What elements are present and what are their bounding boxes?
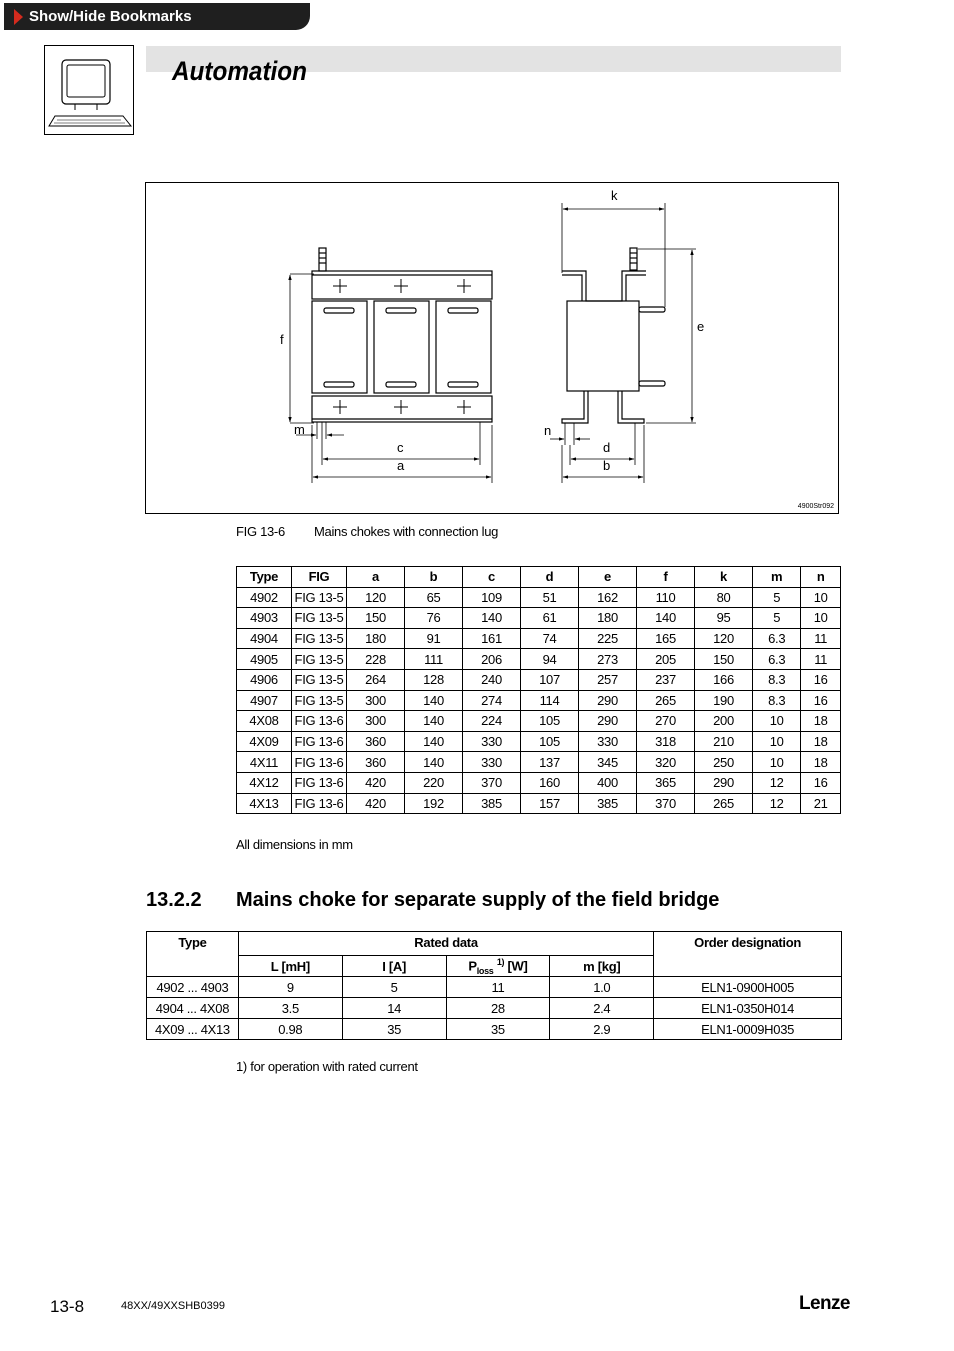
table-cell: ELN1-0350H014 bbox=[654, 998, 842, 1019]
table-cell: FIG 13-6 bbox=[292, 731, 347, 752]
table-cell: 1.0 bbox=[550, 977, 654, 998]
table-cell: 290 bbox=[579, 690, 637, 711]
table-cell: 14 bbox=[342, 998, 446, 1019]
table-cell: 166 bbox=[695, 669, 753, 690]
col-header-n: n bbox=[801, 567, 841, 588]
table-row bbox=[147, 998, 842, 1019]
section-number: 13.2.2 bbox=[146, 889, 202, 911]
table-cell: ELN1-0900H005 bbox=[654, 977, 842, 998]
table-cell: 265 bbox=[637, 690, 695, 711]
col-header-d: d bbox=[521, 567, 579, 588]
dim-label-n: n bbox=[544, 423, 552, 438]
table-cell: 370 bbox=[463, 772, 521, 793]
table-cell: 420 bbox=[347, 793, 405, 814]
show-hide-bookmarks-button[interactable] bbox=[4, 3, 310, 30]
table-cell: 91 bbox=[405, 628, 463, 649]
choke-dimension-drawing bbox=[145, 182, 839, 514]
table-cell: 10 bbox=[753, 711, 801, 732]
table-cell: 74 bbox=[521, 628, 579, 649]
col-header-order-designation: Order designation bbox=[654, 932, 842, 977]
table-cell: 10 bbox=[753, 731, 801, 752]
dim-label-c: c bbox=[397, 440, 404, 455]
col-header-type: Type bbox=[237, 567, 292, 588]
table-cell: 157 bbox=[521, 793, 579, 814]
table-cell: 300 bbox=[347, 690, 405, 711]
table-cell: FIG 13-6 bbox=[292, 793, 347, 814]
col-header-m: m bbox=[753, 567, 801, 588]
table-cell: FIG 13-5 bbox=[292, 587, 347, 608]
table-cell: FIG 13-5 bbox=[292, 628, 347, 649]
table-cell: 76 bbox=[405, 608, 463, 629]
table-cell: 4903 bbox=[237, 608, 292, 629]
col-header-current: I [A] bbox=[342, 956, 446, 977]
table-cell: 8.3 bbox=[753, 669, 801, 690]
table-cell: 161 bbox=[463, 628, 521, 649]
table-cell: 6.3 bbox=[753, 649, 801, 670]
col-header-e: e bbox=[579, 567, 637, 588]
front-view bbox=[312, 248, 492, 422]
table-cell: 4907 bbox=[237, 690, 292, 711]
table-cell: 109 bbox=[463, 587, 521, 608]
table-row bbox=[237, 793, 841, 814]
table-cell: 12 bbox=[753, 772, 801, 793]
table-cell: 10 bbox=[753, 752, 801, 773]
figure-caption-text: Mains chokes with connection lug bbox=[314, 524, 499, 539]
table-cell: 257 bbox=[579, 669, 637, 690]
rated-header-row-1 bbox=[147, 932, 842, 956]
table-cell: 120 bbox=[347, 587, 405, 608]
table-cell: 228 bbox=[347, 649, 405, 670]
rated-footnote: 1) for operation with rated current bbox=[236, 1059, 418, 1074]
table-cell: 140 bbox=[637, 608, 695, 629]
table-cell: 4905 bbox=[237, 649, 292, 670]
table-cell: 111 bbox=[405, 649, 463, 670]
table-cell: 165 bbox=[637, 628, 695, 649]
col-header-fig: FIG bbox=[292, 567, 347, 588]
table-cell: 365 bbox=[637, 772, 695, 793]
col-header-power-loss bbox=[446, 956, 550, 977]
table-cell: 16 bbox=[801, 690, 841, 711]
table-cell: 265 bbox=[695, 793, 753, 814]
play-arrow-icon bbox=[14, 9, 23, 25]
table-cell: 28 bbox=[446, 998, 550, 1019]
table-cell: 105 bbox=[521, 711, 579, 732]
dim-label-m: m bbox=[294, 422, 305, 437]
table-cell: 290 bbox=[579, 711, 637, 732]
document-id: 48XX/49XXSHB0399 bbox=[121, 1300, 225, 1312]
dimensions-note: All dimensions in mm bbox=[236, 837, 353, 852]
table-cell: 140 bbox=[405, 752, 463, 773]
col-header-inductance: L [mH] bbox=[238, 956, 342, 977]
table-cell: 114 bbox=[521, 690, 579, 711]
table-cell: 210 bbox=[695, 731, 753, 752]
table-cell: 140 bbox=[405, 690, 463, 711]
table-cell: 110 bbox=[637, 587, 695, 608]
table-cell: 385 bbox=[463, 793, 521, 814]
table-cell: 180 bbox=[579, 608, 637, 629]
lenze-logo: Lenze bbox=[799, 1293, 850, 1314]
table-row bbox=[237, 752, 841, 773]
table-cell: 4906 bbox=[237, 669, 292, 690]
table-cell: 270 bbox=[637, 711, 695, 732]
table-cell: FIG 13-5 bbox=[292, 608, 347, 629]
table-row bbox=[147, 1019, 842, 1040]
table-cell: 16 bbox=[801, 669, 841, 690]
table-cell: 150 bbox=[695, 649, 753, 670]
table-row bbox=[237, 669, 841, 690]
table-cell: 4X11 bbox=[237, 752, 292, 773]
choke-drawing-svg bbox=[146, 183, 838, 513]
table-cell: 140 bbox=[405, 731, 463, 752]
table-cell: 80 bbox=[695, 587, 753, 608]
table-cell: 206 bbox=[463, 649, 521, 670]
table-cell: 11 bbox=[801, 628, 841, 649]
table-cell: 420 bbox=[347, 772, 405, 793]
table-cell: 4X13 bbox=[237, 793, 292, 814]
col-header-k: k bbox=[695, 567, 753, 588]
table-cell: 140 bbox=[405, 711, 463, 732]
table-cell: FIG 13-6 bbox=[292, 752, 347, 773]
table-cell: 318 bbox=[637, 731, 695, 752]
table-cell: 190 bbox=[695, 690, 753, 711]
table-cell: 120 bbox=[695, 628, 753, 649]
dim-label-b: b bbox=[603, 458, 611, 473]
dimensions-header-row bbox=[237, 567, 841, 588]
table-cell: 220 bbox=[405, 772, 463, 793]
table-cell: 300 bbox=[347, 711, 405, 732]
table-cell: 4902 ... 4903 bbox=[147, 977, 239, 998]
table-cell: 345 bbox=[579, 752, 637, 773]
page-number: 13-8 bbox=[50, 1297, 85, 1316]
table-cell: FIG 13-6 bbox=[292, 772, 347, 793]
table-cell: 6.3 bbox=[753, 628, 801, 649]
table-cell: 290 bbox=[695, 772, 753, 793]
table-cell: 3.5 bbox=[238, 998, 342, 1019]
table-cell: 4904 ... 4X08 bbox=[147, 998, 239, 1019]
table-cell: 128 bbox=[405, 669, 463, 690]
dimensions-table bbox=[236, 566, 841, 814]
table-cell: 385 bbox=[579, 793, 637, 814]
table-cell: 5 bbox=[753, 587, 801, 608]
table-cell: 107 bbox=[521, 669, 579, 690]
figure-caption-id: FIG 13-6 bbox=[236, 524, 285, 539]
section-title: Mains choke for separate supply of the field bridge bbox=[236, 889, 720, 911]
table-cell: 237 bbox=[637, 669, 695, 690]
table-cell: 250 bbox=[695, 752, 753, 773]
table-cell: 225 bbox=[579, 628, 637, 649]
table-row bbox=[237, 690, 841, 711]
table-cell: 16 bbox=[801, 772, 841, 793]
table-cell: 370 bbox=[637, 793, 695, 814]
table-cell: 5 bbox=[342, 977, 446, 998]
table-cell: 4X12 bbox=[237, 772, 292, 793]
table-cell: 12 bbox=[753, 793, 801, 814]
col-header-rated-data: Rated data bbox=[238, 932, 653, 956]
table-cell: 4X09 ... 4X13 bbox=[147, 1019, 239, 1040]
table-cell: 11 bbox=[446, 977, 550, 998]
table-cell: 2.4 bbox=[550, 998, 654, 1019]
col-header-f: f bbox=[637, 567, 695, 588]
computer-monitor-icon bbox=[45, 46, 133, 134]
table-cell: 140 bbox=[463, 608, 521, 629]
table-cell: 18 bbox=[801, 711, 841, 732]
table-cell: 205 bbox=[637, 649, 695, 670]
table-row bbox=[147, 977, 842, 998]
table-cell: 2.9 bbox=[550, 1019, 654, 1040]
table-cell: FIG 13-5 bbox=[292, 669, 347, 690]
table-cell: 51 bbox=[521, 587, 579, 608]
table-cell: 4X08 bbox=[237, 711, 292, 732]
table-cell: 137 bbox=[521, 752, 579, 773]
table-cell: 5 bbox=[753, 608, 801, 629]
table-cell: 61 bbox=[521, 608, 579, 629]
table-cell: 35 bbox=[446, 1019, 550, 1040]
ploss-unit: [W] bbox=[504, 957, 528, 973]
table-cell: 18 bbox=[801, 752, 841, 773]
dim-label-f: f bbox=[280, 332, 284, 347]
front-view-dimensions bbox=[290, 274, 492, 483]
col-header-b: b bbox=[405, 567, 463, 588]
table-cell: 192 bbox=[405, 793, 463, 814]
dim-label-k: k bbox=[611, 188, 618, 203]
table-cell: 4902 bbox=[237, 587, 292, 608]
side-view bbox=[562, 248, 665, 423]
table-cell: 18 bbox=[801, 731, 841, 752]
table-cell: 95 bbox=[695, 608, 753, 629]
table-row bbox=[237, 649, 841, 670]
table-cell: 150 bbox=[347, 608, 405, 629]
table-row bbox=[237, 587, 841, 608]
table-cell: 94 bbox=[521, 649, 579, 670]
table-cell: 8.3 bbox=[753, 690, 801, 711]
table-cell: FIG 13-5 bbox=[292, 690, 347, 711]
ploss-footnote-mark: 1) bbox=[496, 956, 505, 967]
table-cell: 240 bbox=[463, 669, 521, 690]
table-cell: ELN1-0009H035 bbox=[654, 1019, 842, 1040]
table-cell: 160 bbox=[521, 772, 579, 793]
table-cell: 21 bbox=[801, 793, 841, 814]
table-cell: 264 bbox=[347, 669, 405, 690]
table-cell: 9 bbox=[238, 977, 342, 998]
table-cell: 330 bbox=[463, 731, 521, 752]
bookmarks-label: Show/Hide Bookmarks bbox=[29, 8, 192, 25]
col-header-c: c bbox=[463, 567, 521, 588]
table-cell: 224 bbox=[463, 711, 521, 732]
table-cell: 162 bbox=[579, 587, 637, 608]
table-row bbox=[237, 711, 841, 732]
table-row bbox=[237, 772, 841, 793]
table-cell: 320 bbox=[637, 752, 695, 773]
chapter-icon-frame bbox=[44, 45, 134, 135]
ploss-subscript: loss bbox=[476, 965, 494, 976]
table-cell: 360 bbox=[347, 731, 405, 752]
table-row bbox=[237, 628, 841, 649]
dim-label-e: e bbox=[697, 319, 705, 334]
table-cell: 273 bbox=[579, 649, 637, 670]
table-cell: 180 bbox=[347, 628, 405, 649]
col-header-mass: m [kg] bbox=[550, 956, 654, 977]
table-cell: 274 bbox=[463, 690, 521, 711]
col-header-a: a bbox=[347, 567, 405, 588]
dim-label-a: a bbox=[397, 458, 405, 473]
chapter-title: Automation bbox=[172, 56, 307, 86]
figure-code: 4900Str092 bbox=[797, 503, 834, 510]
table-cell: 10 bbox=[801, 587, 841, 608]
table-cell: 4X09 bbox=[237, 731, 292, 752]
table-cell: 360 bbox=[347, 752, 405, 773]
table-cell: 200 bbox=[695, 711, 753, 732]
table-cell: 330 bbox=[463, 752, 521, 773]
rated-data-table bbox=[146, 931, 842, 1040]
dim-label-d: d bbox=[603, 440, 611, 455]
table-cell: 35 bbox=[342, 1019, 446, 1040]
table-cell: FIG 13-6 bbox=[292, 711, 347, 732]
table-cell: FIG 13-5 bbox=[292, 649, 347, 670]
table-cell: 0.98 bbox=[238, 1019, 342, 1040]
table-row bbox=[237, 731, 841, 752]
table-cell: 65 bbox=[405, 587, 463, 608]
col-header-type: Type bbox=[147, 932, 239, 977]
table-cell: 330 bbox=[579, 731, 637, 752]
table-row bbox=[237, 608, 841, 629]
table-cell: 11 bbox=[801, 649, 841, 670]
side-view-dimensions bbox=[550, 203, 696, 483]
ploss-main: P bbox=[468, 957, 477, 973]
table-cell: 10 bbox=[801, 608, 841, 629]
table-cell: 400 bbox=[579, 772, 637, 793]
table-cell: 4904 bbox=[237, 628, 292, 649]
table-cell: 105 bbox=[521, 731, 579, 752]
